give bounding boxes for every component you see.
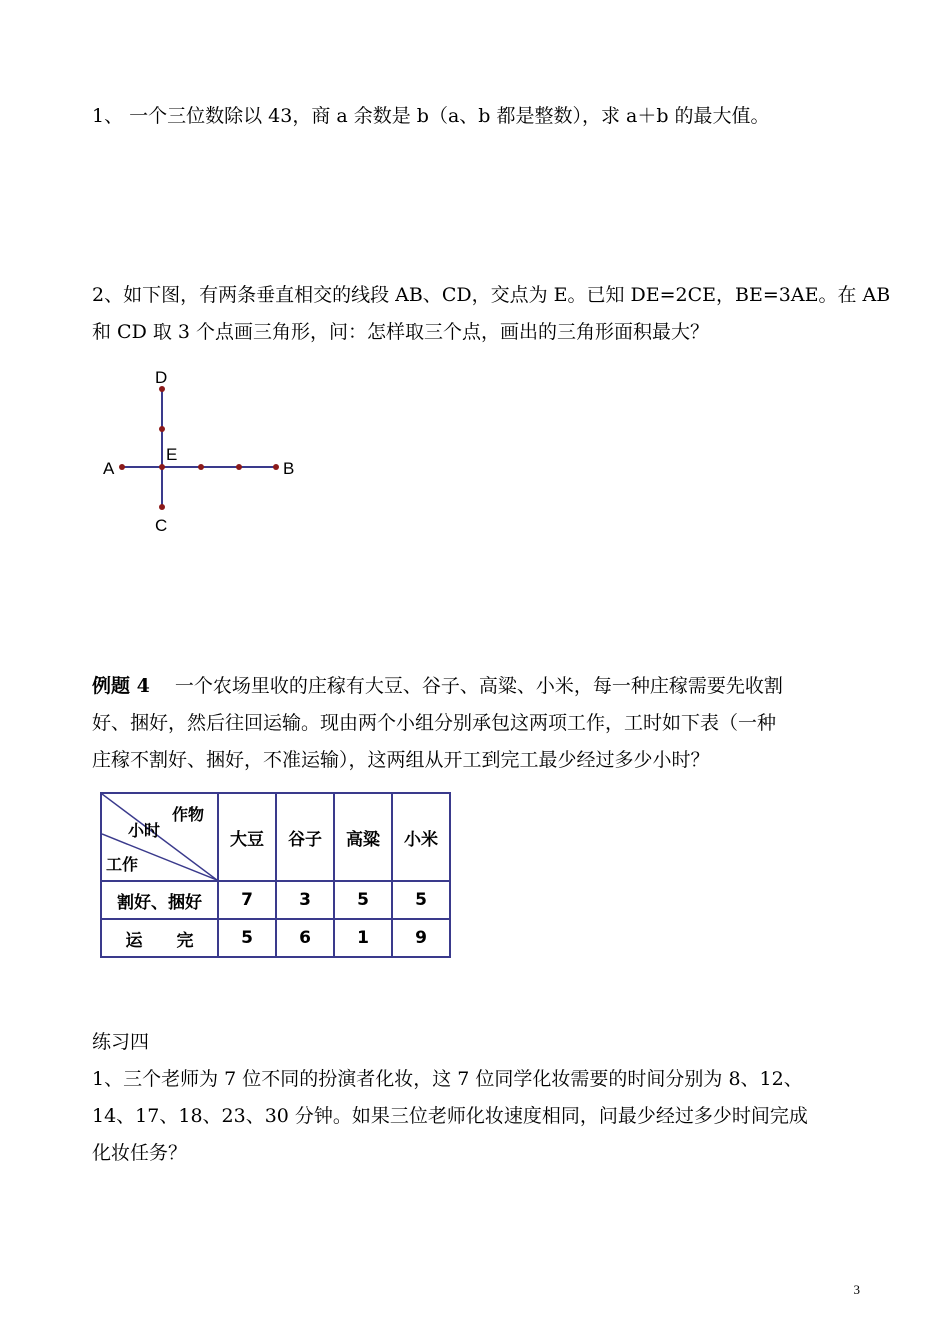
label-a: A — [103, 459, 115, 478]
exercise-4-line-3: 化妆任务？ — [92, 1142, 188, 1164]
table-cell: 1 — [334, 919, 392, 957]
table-row — [101, 919, 450, 957]
label-c: C — [155, 516, 168, 535]
point-cd-1 — [159, 426, 165, 432]
perpendicular-segments-diagram — [100, 362, 320, 542]
point-a — [119, 464, 125, 470]
example-4-line-3: 庄稼不割好、捆好，不准运输），这两组从开工到完工最少经过多少小时？ — [92, 749, 710, 771]
point-ab-1 — [198, 464, 204, 470]
example-4-line-2: 好、捆好，然后往回运输。现由两个小组分别承包这两项工作，工时如下表（一种 — [92, 712, 777, 734]
table-cell: 5 — [218, 919, 276, 957]
table-cell: 5 — [392, 881, 450, 919]
table-row — [101, 881, 450, 919]
column-header: 谷子 — [276, 793, 334, 881]
corner-label-hours: 小时 — [128, 821, 161, 840]
page-number: 3 — [853, 1282, 860, 1297]
point-b — [273, 464, 279, 470]
point-e — [159, 464, 165, 470]
column-header: 高粱 — [334, 793, 392, 881]
example-4-title: 例题 4 — [92, 675, 150, 697]
label-e: E — [166, 445, 178, 464]
point-c — [159, 504, 165, 510]
exercise-4-title: 练习四 — [92, 1031, 150, 1053]
corner-label-work: 工作 — [106, 855, 139, 874]
table-cell: 3 — [276, 881, 334, 919]
question-2-line-1: 2、如下图，有两条垂直相交的线段 AB、CD，交点为 E。已知 DE=2CE，BE=3AE。在 AB — [92, 284, 891, 306]
row-label: 割好、捆好 — [101, 881, 218, 919]
table-corner-cell — [101, 793, 218, 881]
exercise-4-line-1: 1、三个老师为 7 位不同的扮演者化妆，这 7 位同学化妆需要的时间分别为 8、12、 — [92, 1068, 803, 1090]
table-header-row — [101, 793, 450, 881]
label-d: D — [155, 368, 168, 387]
corner-label-crop: 作物 — [172, 805, 205, 824]
table-cell: 7 — [218, 881, 276, 919]
question-1: 1、 一个三位数除以 43，商 a 余数是 b（a、b 都是整数），求 a＋b 的最大值。 — [92, 105, 770, 127]
example-4-line-1 — [92, 674, 783, 698]
column-header: 大豆 — [218, 793, 276, 881]
point-ab-2 — [236, 464, 242, 470]
exercise-4-line-2: 14、17、18、23、30 分钟。如果三位老师化妆速度相同，问最少经过多少时间完成 — [92, 1105, 808, 1127]
label-b: B — [283, 459, 295, 478]
work-hours-table — [100, 792, 451, 958]
row-label: 运 完 — [101, 919, 218, 957]
question-2-line-2: 和 CD 取 3 个点画三角形，问：怎样取三个点，画出的三角形面积最大？ — [92, 321, 710, 343]
column-header: 小米 — [392, 793, 450, 881]
table-cell: 6 — [276, 919, 334, 957]
example-4-text-1: 一个农场里收的庄稼有大豆、谷子、高粱、小米，每一种庄稼需要先收割 — [174, 675, 783, 697]
table-cell: 9 — [392, 919, 450, 957]
table-cell: 5 — [334, 881, 392, 919]
